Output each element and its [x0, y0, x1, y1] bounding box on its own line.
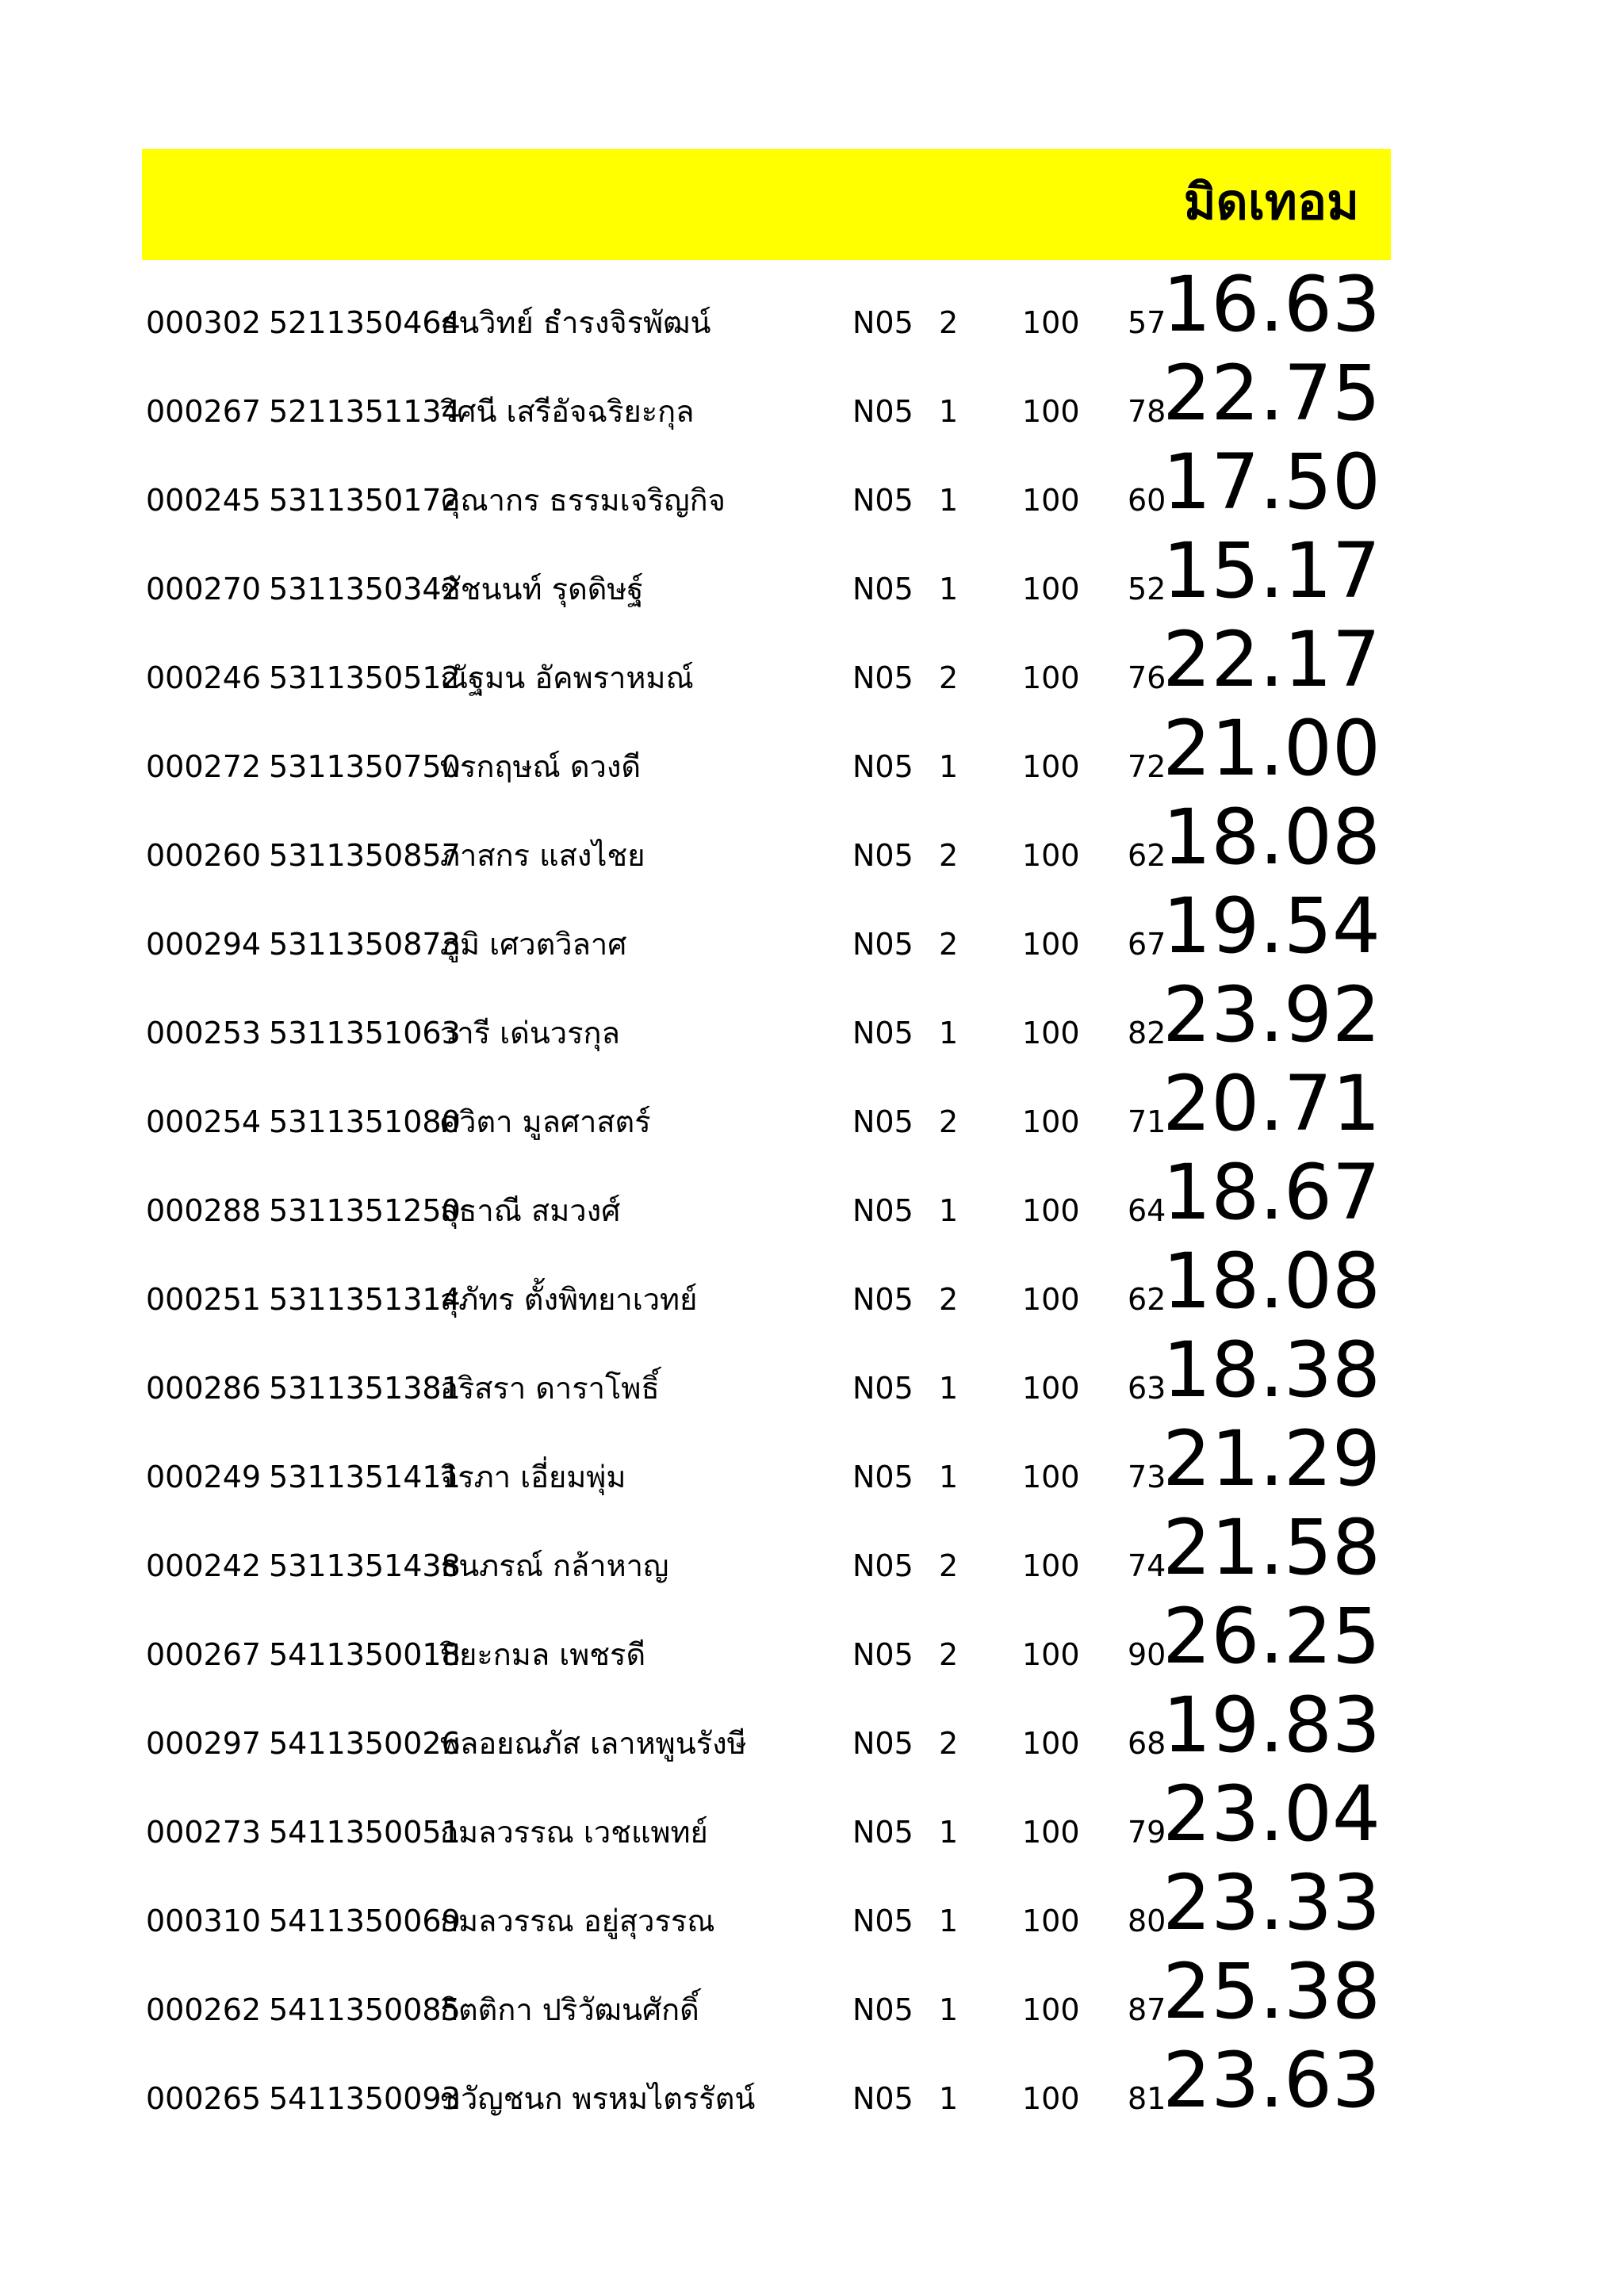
row-id: 000249 — [146, 1460, 262, 1494]
table-row — [0, 2036, 1624, 2129]
table-row — [0, 882, 1624, 974]
group-number: 2 — [939, 1282, 959, 1317]
raw-score: 67 — [1128, 927, 1166, 962]
student-name: ภาสกร แสงไชย — [440, 838, 645, 873]
group-number: 2 — [939, 1548, 959, 1583]
student-name: ภูมิ เศวตวิลาศ — [440, 927, 627, 962]
section-code: N05 — [852, 1726, 914, 1761]
section-code: N05 — [852, 1637, 914, 1672]
table-row — [0, 349, 1624, 442]
section-code: N05 — [852, 838, 914, 873]
student-name: คุณากร ธรรมเจริญกิจ — [440, 483, 726, 518]
student-name: กมลวรรณ เวชแพทย์ — [440, 1815, 708, 1850]
student-number: 5311351250 — [269, 1193, 461, 1228]
raw-score: 57 — [1128, 305, 1166, 340]
full-score: 100 — [1022, 1371, 1080, 1406]
row-id: 000297 — [146, 1726, 262, 1761]
section-code: N05 — [852, 1016, 914, 1050]
group-number: 1 — [939, 1016, 959, 1050]
student-number: 5411350018 — [269, 1637, 461, 1672]
page-title: มิดเทอม — [1183, 173, 1359, 231]
weighted-score: 22.75 — [1162, 349, 1381, 438]
student-number: 5411350085 — [269, 1992, 461, 2027]
section-code: N05 — [852, 1371, 914, 1406]
student-name: สุภัทร ตั้งพิทยาเวทย์ — [440, 1282, 698, 1317]
row-id: 000260 — [146, 838, 262, 873]
weighted-score: 26.25 — [1162, 1592, 1381, 1681]
full-score: 100 — [1022, 1104, 1080, 1139]
raw-score: 82 — [1128, 1016, 1166, 1050]
full-score: 100 — [1022, 483, 1080, 518]
full-score: 100 — [1022, 660, 1080, 695]
student-name: ปิยะกมล เพชรดี — [440, 1637, 646, 1672]
row-id: 000265 — [146, 2081, 262, 2116]
group-number: 2 — [939, 1104, 959, 1139]
full-score: 100 — [1022, 749, 1080, 784]
raw-score: 60 — [1128, 483, 1166, 518]
student-number: 5311350857 — [269, 838, 461, 873]
student-number: 5411350093 — [269, 2081, 461, 2116]
weighted-score: 23.63 — [1162, 2036, 1381, 2125]
student-name: ชัชนนท์ รุดดิษฐ์ — [440, 572, 644, 607]
table-row — [0, 1947, 1624, 2040]
full-score: 100 — [1022, 1726, 1080, 1761]
raw-score: 64 — [1128, 1193, 1166, 1228]
row-id: 000302 — [146, 305, 262, 340]
header-banner — [142, 149, 1391, 260]
raw-score: 90 — [1128, 1637, 1166, 1672]
section-code: N05 — [852, 1992, 914, 2027]
group-number: 1 — [939, 1460, 959, 1494]
raw-score: 52 — [1128, 572, 1166, 607]
group-number: 2 — [939, 927, 959, 962]
section-code: N05 — [852, 572, 914, 607]
weighted-score: 16.63 — [1162, 260, 1381, 349]
group-number: 2 — [939, 1637, 959, 1672]
section-code: N05 — [852, 1104, 914, 1139]
table-row — [0, 793, 1624, 886]
full-score: 100 — [1022, 1016, 1080, 1050]
student-name: ธนวิทย์ ธำรงจิรพัฒน์ — [440, 305, 711, 340]
section-code: N05 — [852, 927, 914, 962]
student-name: กิตติกา ปริวัฒนศักดิ์ — [440, 1992, 699, 2027]
full-score: 100 — [1022, 305, 1080, 340]
raw-score: 78 — [1128, 394, 1166, 429]
weighted-score: 22.17 — [1162, 615, 1381, 704]
full-score: 100 — [1022, 394, 1080, 429]
table-row — [0, 526, 1624, 619]
raw-score: 80 — [1128, 1904, 1166, 1938]
group-number: 1 — [939, 1815, 959, 1850]
student-name: อริสรา ดาราโพธิ์ — [440, 1371, 660, 1406]
full-score: 100 — [1022, 1637, 1080, 1672]
section-code: N05 — [852, 483, 914, 518]
student-name: ธนภรณ์ กล้าหาญ — [440, 1548, 669, 1583]
full-score: 100 — [1022, 1904, 1080, 1938]
table-row — [0, 1681, 1624, 1774]
student-name: พลอยณภัส เลาหพูนรังษี — [440, 1726, 747, 1761]
raw-score: 62 — [1128, 838, 1166, 873]
student-name: กมลวรรณ อยู่สุวรรณ — [440, 1904, 715, 1938]
row-id: 000294 — [146, 927, 262, 962]
group-number: 1 — [939, 1193, 959, 1228]
row-id: 000253 — [146, 1016, 262, 1050]
student-name: วิศนี เสรีอัจฉริยะกุล — [440, 394, 695, 429]
raw-score: 68 — [1128, 1726, 1166, 1761]
table-row — [0, 438, 1624, 530]
raw-score: 72 — [1128, 749, 1166, 784]
weighted-score: 18.08 — [1162, 1237, 1381, 1326]
row-id: 000273 — [146, 1815, 262, 1850]
student-number: 5311351381 — [269, 1371, 461, 1406]
student-number: 5311350750 — [269, 749, 461, 784]
row-id: 000251 — [146, 1282, 262, 1317]
section-code: N05 — [852, 394, 914, 429]
row-id: 000242 — [146, 1548, 262, 1583]
weighted-score: 23.92 — [1162, 970, 1381, 1059]
group-number: 1 — [939, 1371, 959, 1406]
row-id: 000246 — [146, 660, 262, 695]
student-name: ขวัญชนก พรหมไตรรัตน์ — [440, 2081, 756, 2116]
student-number: 5311351411 — [269, 1460, 461, 1494]
table-row — [0, 1059, 1624, 1152]
weighted-score: 20.71 — [1162, 1059, 1381, 1148]
student-name: สุธาณี สมวงศ์ — [440, 1193, 621, 1228]
row-id: 000245 — [146, 483, 262, 518]
full-score: 100 — [1022, 927, 1080, 962]
section-code: N05 — [852, 1460, 914, 1494]
section-code: N05 — [852, 305, 914, 340]
table-row — [0, 1770, 1624, 1862]
full-score: 100 — [1022, 1548, 1080, 1583]
student-number: 5311351080 — [269, 1104, 461, 1139]
student-number: 5311351438 — [269, 1548, 461, 1583]
student-number: 5311351314 — [269, 1282, 461, 1317]
table-row — [0, 1592, 1624, 1685]
student-name: วารี เด่นวรกุล — [440, 1016, 620, 1050]
raw-score: 73 — [1128, 1460, 1166, 1494]
weighted-score: 19.83 — [1162, 1681, 1381, 1770]
table-row — [0, 704, 1624, 797]
group-number: 2 — [939, 838, 959, 873]
group-number: 2 — [939, 660, 959, 695]
section-code: N05 — [852, 1815, 914, 1850]
weighted-score: 19.54 — [1162, 882, 1381, 970]
student-name: จิรภา เอี่ยมพุ่ม — [440, 1460, 626, 1494]
raw-score: 62 — [1128, 1282, 1166, 1317]
raw-score: 76 — [1128, 660, 1166, 695]
group-number: 1 — [939, 749, 959, 784]
row-id: 000267 — [146, 1637, 262, 1672]
student-number: 5211351134 — [269, 394, 461, 429]
row-id: 000262 — [146, 1992, 262, 2027]
student-number: 5411350069 — [269, 1904, 461, 1938]
full-score: 100 — [1022, 572, 1080, 607]
table-row — [0, 615, 1624, 708]
table-row — [0, 1858, 1624, 1951]
weighted-score: 18.67 — [1162, 1148, 1381, 1237]
student-name: ศวิตา มูลศาสตร์ — [440, 1104, 651, 1139]
group-number: 2 — [939, 1726, 959, 1761]
student-number: 5311351063 — [269, 1016, 461, 1050]
student-number: 5411350051 — [269, 1815, 461, 1850]
student-number: 5311350512 — [269, 660, 461, 695]
section-code: N05 — [852, 1282, 914, 1317]
group-number: 1 — [939, 394, 959, 429]
section-code: N05 — [852, 2081, 914, 2116]
weighted-score: 23.04 — [1162, 1770, 1381, 1858]
section-code: N05 — [852, 1193, 914, 1228]
raw-score: 74 — [1128, 1548, 1166, 1583]
group-number: 1 — [939, 572, 959, 607]
full-score: 100 — [1022, 838, 1080, 873]
row-id: 000286 — [146, 1371, 262, 1406]
table-row — [0, 1503, 1624, 1596]
full-score: 100 — [1022, 1193, 1080, 1228]
weighted-score: 21.00 — [1162, 704, 1381, 793]
row-id: 000310 — [146, 1904, 262, 1938]
raw-score: 81 — [1128, 2081, 1166, 2116]
weighted-score: 23.33 — [1162, 1858, 1381, 1947]
row-id: 000288 — [146, 1193, 262, 1228]
weighted-score: 17.50 — [1162, 438, 1381, 526]
table-row — [0, 1414, 1624, 1507]
full-score: 100 — [1022, 1992, 1080, 2027]
group-number: 1 — [939, 2081, 959, 2116]
table-row — [0, 260, 1624, 353]
student-name: พรกฤษณ์ ดวงดี — [440, 749, 642, 784]
section-code: N05 — [852, 1904, 914, 1938]
full-score: 100 — [1022, 1460, 1080, 1494]
full-score: 100 — [1022, 1282, 1080, 1317]
student-number: 5311350873 — [269, 927, 461, 962]
student-number: 5311350172 — [269, 483, 461, 518]
row-id: 000254 — [146, 1104, 262, 1139]
raw-score: 63 — [1128, 1371, 1166, 1406]
student-number: 5311350342 — [269, 572, 461, 607]
row-id: 000267 — [146, 394, 262, 429]
weighted-score: 18.38 — [1162, 1326, 1381, 1414]
weighted-score: 21.58 — [1162, 1503, 1381, 1592]
student-name: ณัฐมน อัคพราหมณ์ — [440, 660, 694, 695]
row-id: 000272 — [146, 749, 262, 784]
raw-score: 87 — [1128, 1992, 1166, 2027]
section-code: N05 — [852, 749, 914, 784]
group-number: 1 — [939, 1992, 959, 2027]
raw-score: 79 — [1128, 1815, 1166, 1850]
row-id: 000270 — [146, 572, 262, 607]
table-row — [0, 1148, 1624, 1241]
student-number: 5411350026 — [269, 1726, 461, 1761]
table-row — [0, 970, 1624, 1063]
table-row — [0, 1326, 1624, 1418]
weighted-score: 21.29 — [1162, 1414, 1381, 1503]
score-table — [0, 260, 1624, 2129]
raw-score: 71 — [1128, 1104, 1166, 1139]
weighted-score: 25.38 — [1162, 1947, 1381, 2036]
group-number: 2 — [939, 305, 959, 340]
group-number: 1 — [939, 1904, 959, 1938]
student-number: 5211350464 — [269, 305, 461, 340]
table-row — [0, 1237, 1624, 1330]
weighted-score: 15.17 — [1162, 526, 1381, 615]
section-code: N05 — [852, 660, 914, 695]
full-score: 100 — [1022, 1815, 1080, 1850]
section-code: N05 — [852, 1548, 914, 1583]
group-number: 1 — [939, 483, 959, 518]
weighted-score: 18.08 — [1162, 793, 1381, 882]
full-score: 100 — [1022, 2081, 1080, 2116]
